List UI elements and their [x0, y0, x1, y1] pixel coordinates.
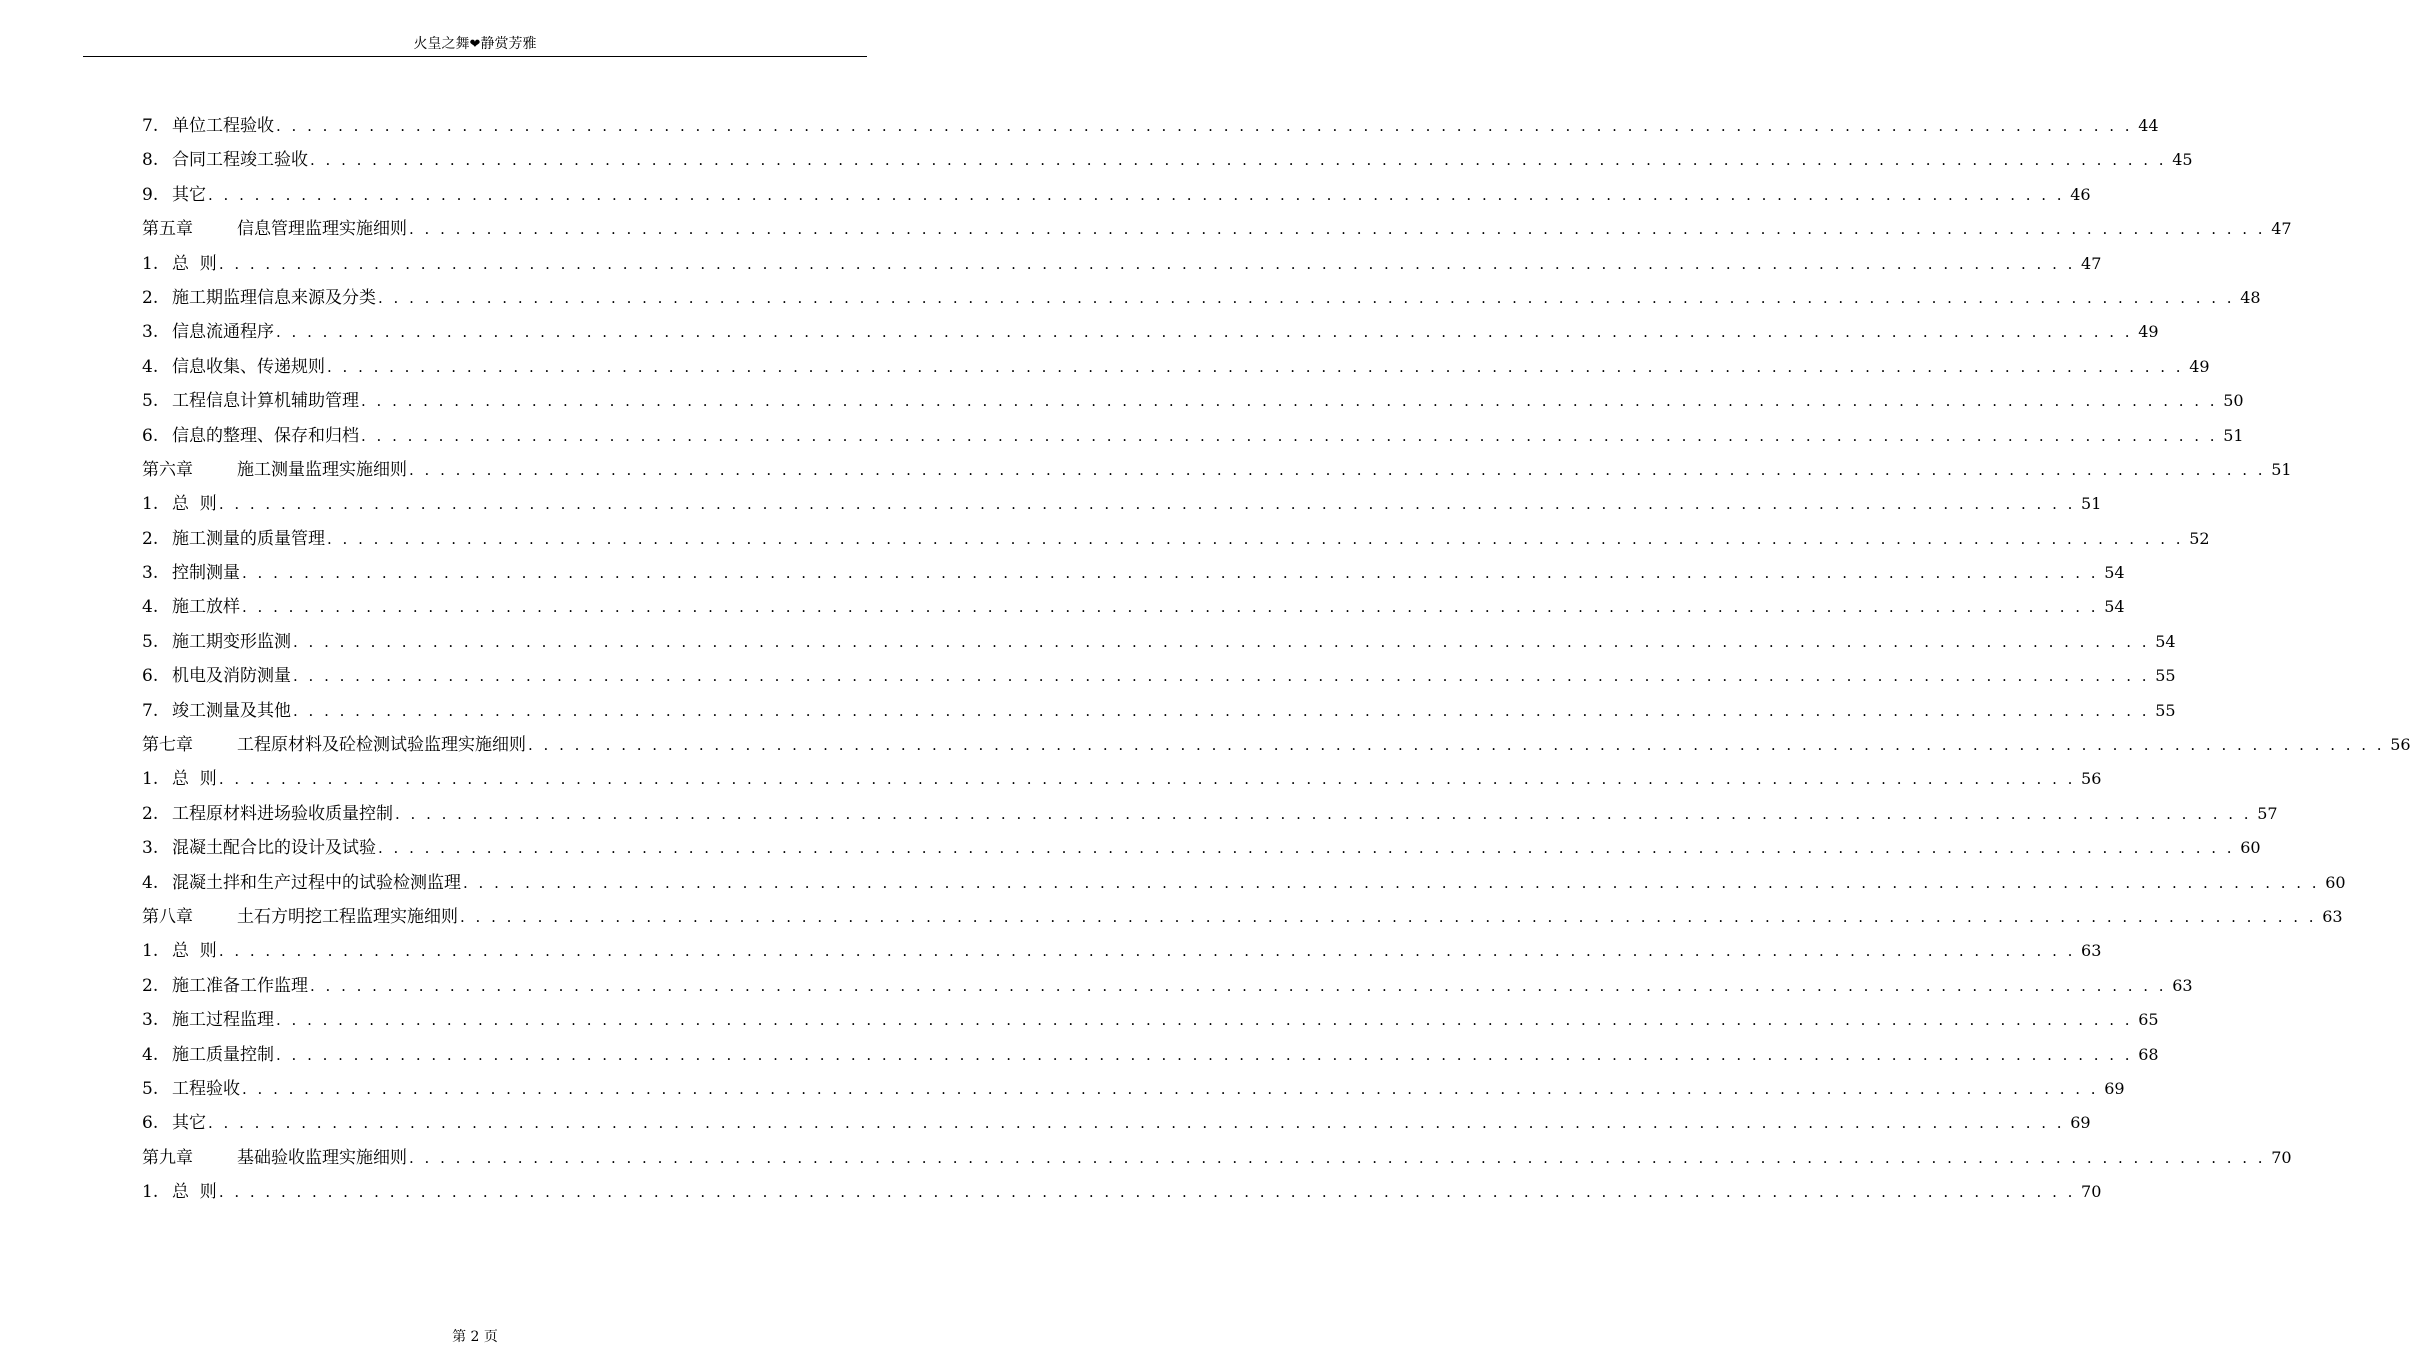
toc-item-number: 4. — [142, 872, 159, 893]
toc-dot-leader: . . . . . . . . . . . . . . . . . . . . . . . . . . . . . . . . . . . . . . . . . . . . . . . . . . . . . . . . . . . . . . . . . . . . . . . . . . . . . . . . . . . . . . . . . . . . . . . . . . . . . . . . . . . . . . . . . . . . . . . . — [361, 392, 2218, 411]
toc-page-number: 57 — [2257, 803, 2278, 823]
toc-page-number: 49 — [2189, 356, 2210, 376]
toc-title: 施工期变形监测 — [172, 631, 291, 652]
toc-dot-leader: . . . . . . . . . . . . . . . . . . . . . . . . . . . . . . . . . . . . . . . . . . . . . . . . . . . . . . . . . . . . . . . . . . . . . . . . . . . . . . . . . . . . . . . . . . . . . . . . . . . . . . . . . . . . . . . . . . . . . . . . — [276, 117, 2133, 135]
toc-chapter-row[interactable] — [142, 728, 2411, 762]
toc-title: 总 则 — [172, 494, 217, 515]
toc-entry-row[interactable] — [142, 487, 2102, 521]
toc-title: 总 则 — [172, 1182, 217, 1203]
toc-label — [142, 762, 217, 796]
toc-label — [142, 900, 458, 934]
toc-chapter-number: 第六章 — [142, 459, 193, 480]
toc-dot-leader: . . . . . . . . . . . . . . . . . . . . . . . . . . . . . . . . . . . . . . . . . . . . . . . . . . . . . . . . . . . . . . . . . . . . . . . . . . . . . . . . . . . . . . . . . . . . . . . . . . . . . . . . . . . . . . . . . . . . . . . . — [528, 736, 2385, 755]
toc-entry-row[interactable] — [142, 281, 2261, 315]
toc-page-number: 49 — [2138, 322, 2159, 342]
toc-item-number: 1. — [142, 769, 159, 790]
toc-label — [142, 522, 325, 556]
toc-entry-row[interactable] — [142, 969, 2193, 1003]
toc-item-number: 6. — [142, 425, 159, 446]
toc-title: 施工测量监理实施细则 — [237, 459, 407, 480]
toc-label — [142, 487, 217, 521]
toc-entry-row[interactable] — [142, 797, 2278, 831]
toc-dot-leader: . . . . . . . . . . . . . . . . . . . . . . . . . . . . . . . . . . . . . . . . . . . . . . . . . . . . . . . . . . . . . . . . . . . . . . . . . . . . . . . . . . . . . . . . . . . . . . . . . . . . . . . . . . . . . . . . . . . . . . . . — [310, 976, 2167, 995]
toc-label — [142, 556, 240, 590]
header-left-text: 火皇之舞 — [413, 36, 470, 52]
toc-entry-row[interactable] — [142, 625, 2176, 659]
toc-page-number: 60 — [2325, 872, 2346, 892]
toc-item-number: 1. — [142, 1182, 159, 1203]
toc-label — [142, 1003, 274, 1037]
toc-entry-row[interactable] — [142, 934, 2102, 968]
toc-item-number: 5. — [142, 391, 159, 412]
toc-item-number: 2. — [142, 528, 159, 549]
toc-label — [142, 281, 376, 315]
toc-dot-leader: . . . . . . . . . . . . . . . . . . . . . . . . . . . . . . . . . . . . . . . . . . . . . . . . . . . . . . . . . . . . . . . . . . . . . . . . . . . . . . . . . . . . . . . . . . . . . . . . . . . . . . . . . . . . . . . . . . . . . . . . — [463, 873, 2320, 892]
toc-title: 施工测量的质量管理 — [172, 528, 325, 549]
toc-page-number: 56 — [2390, 735, 2411, 755]
toc-label — [142, 212, 407, 246]
toc-label — [142, 1141, 407, 1175]
toc-dot-leader: . . . . . . . . . . . . . . . . . . . . . . . . . . . . . . . . . . . . . . . . . . . . . . . . . . . . . . . . . . . . . . . . . . . . . . . . . . . . . . . . . . . . . . . . . . . . . . . . . . . . . . . . . . . . . . . . . . . . . . . . — [242, 1079, 2099, 1098]
toc-chapter-number: 第七章 — [142, 735, 193, 756]
toc-page-number: 44 — [2138, 116, 2159, 135]
toc-label — [142, 1038, 274, 1072]
toc-label — [142, 315, 274, 349]
toc-page-number: 52 — [2189, 528, 2210, 548]
toc-dot-leader: . . . . . . . . . . . . . . . . . . . . . . . . . . . . . . . . . . . . . . . . . . . . . . . . . . . . . . . . . . . . . . . . . . . . . . . . . . . . . . . . . . . . . . . . . . . . . . . . . . . . . . . . . . . . . . . . . . . . . . . . — [218, 254, 2076, 273]
toc-title: 总 则 — [172, 941, 217, 962]
toc-page-number: 63 — [2172, 975, 2193, 995]
toc-dot-leader: . . . . . . . . . . . . . . . . . . . . . . . . . . . . . . . . . . . . . . . . . . . . . . . . . . . . . . . . . . . . . . . . . . . . . . . . . . . . . . . . . . . . . . . . . . . . . . . . . . . . . . . . . . . . . . . . . . . . . . . . — [293, 667, 2150, 686]
toc-item-number: 6. — [142, 666, 159, 687]
toc-item-number: 5. — [142, 631, 159, 652]
toc-title: 工程验收 — [172, 1078, 240, 1099]
toc-chapter-number: 第八章 — [142, 906, 193, 927]
toc-label — [142, 934, 217, 968]
table-of-contents — [142, 109, 2411, 1210]
toc-dot-leader: . . . . . . . . . . . . . . . . . . . . . . . . . . . . . . . . . . . . . . . . . . . . . . . . . . . . . . . . . . . . . . . . . . . . . . . . . . . . . . . . . . . . . . . . . . . . . . . . . . . . . . . . . . . . . . . . . . . . . . . . — [310, 151, 2167, 170]
toc-title: 竣工测量及其他 — [172, 700, 291, 721]
toc-item-number: 1. — [142, 494, 159, 515]
toc-item-number: 3. — [142, 1010, 159, 1031]
header-text — [414, 34, 537, 55]
toc-label — [142, 384, 359, 418]
toc-chapter-row[interactable] — [142, 212, 2292, 246]
toc-page-number: 56 — [2081, 769, 2102, 789]
toc-label — [142, 728, 526, 762]
toc-page-number: 63 — [2081, 941, 2102, 961]
toc-entry-row[interactable] — [142, 419, 2244, 453]
toc-title: 总 则 — [172, 769, 217, 790]
toc-entry-row[interactable] — [142, 109, 2159, 143]
heart-icon: ❤ — [469, 37, 481, 52]
page-number: 第 2 页 — [452, 1329, 498, 1345]
toc-item-number: 4. — [142, 356, 159, 377]
toc-dot-leader: . . . . . . . . . . . . . . . . . . . . . . . . . . . . . . . . . . . . . . . . . . . . . . . . . . . . . . . . . . . . . . . . . . . . . . . . . . . . . . . . . . . . . . . . . . . . . . . . . . . . . . . . . . . . . . . . . . . . . . . . — [293, 632, 2150, 651]
toc-dot-leader: . . . . . . . . . . . . . . . . . . . . . . . . . . . . . . . . . . . . . . . . . . . . . . . . . . . . . . . . . . . . . . . . . . . . . . . . . . . . . . . . . . . . . . . . . . . . . . . . . . . . . . . . . . . . . . . . . . . . . . . . — [395, 804, 2252, 823]
toc-dot-leader: . . . . . . . . . . . . . . . . . . . . . . . . . . . . . . . . . . . . . . . . . . . . . . . . . . . . . . . . . . . . . . . . . . . . . . . . . . . . . . . . . . . . . . . . . . . . . . . . . . . . . . . . . . . . . . . . . . . . . . . . — [208, 185, 2065, 204]
toc-label — [142, 1106, 206, 1140]
toc-page-number: 45 — [2172, 150, 2193, 170]
toc-entry-row[interactable] — [142, 384, 2244, 418]
toc-item-number: 3. — [142, 322, 159, 343]
toc-title: 控制测量 — [172, 563, 240, 584]
toc-entry-row[interactable] — [142, 350, 2210, 384]
toc-title: 信息收集、传递规则 — [172, 356, 325, 377]
toc-item-number: 7. — [142, 700, 159, 721]
toc-chapter-row[interactable] — [142, 900, 2343, 934]
toc-title: 工程原材料进场验收质量控制 — [172, 803, 393, 824]
toc-dot-leader: . . . . . . . . . . . . . . . . . . . . . . . . . . . . . . . . . . . . . . . . . . . . . . . . . . . . . . . . . . . . . . . . . . . . . . . . . . . . . . . . . . . . . . . . . . . . . . . . . . . . . . . . . . . . . . . . . . . . . . . . — [276, 323, 2133, 342]
toc-page-number: 60 — [2240, 838, 2261, 858]
toc-dot-leader: . . . . . . . . . . . . . . . . . . . . . . . . . . . . . . . . . . . . . . . . . . . . . . . . . . . . . . . . . . . . . . . . . . . . . . . . . . . . . . . . . . . . . . . . . . . . . . . . . . . . . . . . . . . . . . . . . . . . . . . . — [327, 357, 2184, 376]
header-right-text: 静赏芳雅 — [480, 36, 537, 52]
toc-chapter-row[interactable] — [142, 453, 2292, 487]
toc-chapter-number: 第九章 — [142, 1147, 193, 1168]
toc-item-number: 2. — [142, 287, 159, 308]
toc-item-number: 5. — [142, 1078, 159, 1099]
toc-entry-row[interactable] — [142, 590, 2125, 624]
toc-label — [142, 143, 308, 177]
toc-entry-row[interactable] — [142, 1003, 2159, 1037]
toc-title: 单位工程验收 — [172, 116, 274, 136]
toc-page-number: 63 — [2322, 906, 2343, 926]
toc-dot-leader: . . . . . . . . . . . . . . . . . . . . . . . . . . . . . . . . . . . . . . . . . . . . . . . . . . . . . . . . . . . . . . . . . . . . . . . . . . . . . . . . . . . . . . . . . . . . . . . . . . . . . . . . . . . . . . . . . . . . . . . . — [293, 701, 2150, 720]
toc-title: 合同工程竣工验收 — [172, 150, 308, 171]
toc-page-number: 51 — [2081, 494, 2102, 514]
toc-page-number: 51 — [2223, 425, 2244, 445]
toc-page-number: 69 — [2070, 1113, 2091, 1133]
toc-page-number: 47 — [2271, 219, 2292, 239]
toc-page-number: 46 — [2070, 184, 2091, 204]
toc-page-number: 68 — [2138, 1044, 2159, 1064]
toc-title: 施工准备工作监理 — [172, 975, 308, 996]
toc-page-number: 51 — [2271, 459, 2292, 479]
toc-item-number: 3. — [142, 563, 159, 584]
toc-page-number: 47 — [2081, 253, 2102, 273]
toc-label — [142, 1175, 217, 1209]
toc-item-number: 1. — [142, 941, 159, 962]
toc-item-number: 9. — [142, 184, 159, 205]
toc-dot-leader: . . . . . . . . . . . . . . . . . . . . . . . . . . . . . . . . . . . . . . . . . . . . . . . . . . . . . . . . . . . . . . . . . . . . . . . . . . . . . . . . . . . . . . . . . . . . . . . . . . . . . . . . . . . . . . . . . . . . . . . . — [276, 1011, 2133, 1030]
toc-label — [142, 590, 240, 624]
toc-page-number: 70 — [2081, 1182, 2102, 1202]
toc-entry-row[interactable] — [142, 1038, 2159, 1072]
toc-entry-row[interactable] — [142, 143, 2193, 177]
toc-title: 信息流通程序 — [172, 322, 274, 343]
toc-page-number: 48 — [2240, 287, 2261, 307]
toc-title: 其它 — [172, 1113, 206, 1134]
toc-dot-leader: . . . . . . . . . . . . . . . . . . . . . . . . . . . . . . . . . . . . . . . . . . . . . . . . . . . . . . . . . . . . . . . . . . . . . . . . . . . . . . . . . . . . . . . . . . . . . . . . . . . . . . . . . . . . . . . . . . . . . . . . — [409, 220, 2266, 239]
page-footer — [0, 1328, 950, 1346]
toc-label — [142, 247, 217, 281]
toc-page-number: 54 — [2155, 631, 2176, 651]
toc-item-number: 2. — [142, 803, 159, 824]
toc-page-number: 70 — [2271, 1147, 2292, 1167]
toc-entry-row[interactable] — [142, 1175, 2102, 1209]
toc-label — [142, 178, 206, 212]
toc-chapter-number: 第五章 — [142, 219, 193, 240]
toc-title: 总 则 — [172, 253, 217, 274]
toc-item-number: 4. — [142, 597, 159, 618]
toc-entry-row[interactable] — [142, 694, 2176, 728]
toc-dot-leader: . . . . . . . . . . . . . . . . . . . . . . . . . . . . . . . . . . . . . . . . . . . . . . . . . . . . . . . . . . . . . . . . . . . . . . . . . . . . . . . . . . . . . . . . . . . . . . . . . . . . . . . . . . . . . . . . . . . . . . . . — [378, 839, 2235, 858]
toc-page-number: 69 — [2104, 1078, 2125, 1098]
toc-dot-leader: . . . . . . . . . . . . . . . . . . . . . . . . . . . . . . . . . . . . . . . . . . . . . . . . . . . . . . . . . . . . . . . . . . . . . . . . . . . . . . . . . . . . . . . . . . . . . . . . . . . . . . . . . . . . . . . . . . . . . . . . — [242, 598, 2099, 617]
toc-dot-leader: . . . . . . . . . . . . . . . . . . . . . . . . . . . . . . . . . . . . . . . . . . . . . . . . . . . . . . . . . . . . . . . . . . . . . . . . . . . . . . . . . . . . . . . . . . . . . . . . . . . . . . . . . . . . . . . . . . . . . . . . — [361, 426, 2218, 445]
toc-label — [142, 797, 393, 831]
toc-title: 施工放样 — [172, 597, 240, 618]
toc-entry-row[interactable] — [142, 866, 2346, 900]
toc-label — [142, 694, 291, 728]
toc-entry-row[interactable] — [142, 1072, 2125, 1106]
toc-dot-leader: . . . . . . . . . . . . . . . . . . . . . . . . . . . . . . . . . . . . . . . . . . . . . . . . . . . . . . . . . . . . . . . . . . . . . . . . . . . . . . . . . . . . . . . . . . . . . . . . . . . . . . . . . . . . . . . . . . . . . . . . — [208, 1114, 2065, 1133]
toc-page-number: 54 — [2104, 597, 2125, 617]
toc-title: 信息的整理、保存和归档 — [172, 425, 359, 446]
toc-dot-leader: . . . . . . . . . . . . . . . . . . . . . . . . . . . . . . . . . . . . . . . . . . . . . . . . . . . . . . . . . . . . . . . . . . . . . . . . . . . . . . . . . . . . . . . . . . . . . . . . . . . . . . . . . . . . . . . . . . . . . . . . — [460, 907, 2317, 926]
toc-label — [142, 866, 461, 900]
toc-title: 混凝土配合比的设计及试验 — [172, 838, 376, 859]
toc-entry-row[interactable] — [142, 831, 2261, 865]
toc-item-number: 2. — [142, 975, 159, 996]
toc-page-number: 65 — [2138, 1010, 2159, 1030]
toc-dot-leader: . . . . . . . . . . . . . . . . . . . . . . . . . . . . . . . . . . . . . . . . . . . . . . . . . . . . . . . . . . . . . . . . . . . . . . . . . . . . . . . . . . . . . . . . . . . . . . . . . . . . . . . . . . . . . . . . . . . . . . . . — [218, 495, 2076, 514]
toc-title: 施工期监理信息来源及分类 — [172, 287, 376, 308]
toc-entry-row[interactable] — [142, 1106, 2091, 1140]
toc-entry-row[interactable] — [142, 659, 2176, 693]
toc-dot-leader: . . . . . . . . . . . . . . . . . . . . . . . . . . . . . . . . . . . . . . . . . . . . . . . . . . . . . . . . . . . . . . . . . . . . . . . . . . . . . . . . . . . . . . . . . . . . . . . . . . . . . . . . . . . . . . . . . . . . . . . . — [409, 460, 2266, 479]
toc-page-number: 50 — [2223, 391, 2244, 411]
toc-dot-leader: . . . . . . . . . . . . . . . . . . . . . . . . . . . . . . . . . . . . . . . . . . . . . . . . . . . . . . . . . . . . . . . . . . . . . . . . . . . . . . . . . . . . . . . . . . . . . . . . . . . . . . . . . . . . . . . . . . . . . . . . — [276, 1045, 2133, 1064]
toc-entry-row[interactable] — [142, 178, 2091, 212]
toc-item-number: 1. — [142, 253, 159, 274]
toc-label — [142, 659, 291, 693]
toc-label — [142, 453, 407, 487]
toc-item-number: 6. — [142, 1113, 159, 1134]
toc-title: 基础验收监理实施细则 — [237, 1147, 407, 1168]
toc-item-number: 7. — [142, 116, 159, 136]
toc-entry-row[interactable] — [142, 556, 2125, 590]
toc-page-number: 55 — [2155, 666, 2176, 686]
toc-title: 土石方明挖工程监理实施细则 — [237, 906, 458, 927]
toc-item-number: 8. — [142, 150, 159, 171]
toc-title: 施工过程监理 — [172, 1010, 274, 1031]
toc-entry-row[interactable] — [142, 315, 2159, 349]
toc-title: 工程信息计算机辅助管理 — [172, 391, 359, 412]
toc-dot-leader: . . . . . . . . . . . . . . . . . . . . . . . . . . . . . . . . . . . . . . . . . . . . . . . . . . . . . . . . . . . . . . . . . . . . . . . . . . . . . . . . . . . . . . . . . . . . . . . . . . . . . . . . . . . . . . . . . . . . . . . . — [218, 770, 2076, 789]
toc-entry-row[interactable] — [142, 247, 2102, 281]
toc-title: 其它 — [172, 184, 206, 205]
toc-dot-leader: . . . . . . . . . . . . . . . . . . . . . . . . . . . . . . . . . . . . . . . . . . . . . . . . . . . . . . . . . . . . . . . . . . . . . . . . . . . . . . . . . . . . . . . . . . . . . . . . . . . . . . . . . . . . . . . . . . . . . . . . — [327, 529, 2184, 548]
toc-chapter-row[interactable] — [142, 1141, 2292, 1175]
toc-dot-leader: . . . . . . . . . . . . . . . . . . . . . . . . . . . . . . . . . . . . . . . . . . . . . . . . . . . . . . . . . . . . . . . . . . . . . . . . . . . . . . . . . . . . . . . . . . . . . . . . . . . . . . . . . . . . . . . . . . . . . . . . — [378, 288, 2235, 307]
toc-dot-leader: . . . . . . . . . . . . . . . . . . . . . . . . . . . . . . . . . . . . . . . . . . . . . . . . . . . . . . . . . . . . . . . . . . . . . . . . . . . . . . . . . . . . . . . . . . . . . . . . . . . . . . . . . . . . . . . . . . . . . . . . — [409, 1148, 2266, 1167]
toc-entry-row[interactable] — [142, 522, 2210, 556]
page-header — [83, 30, 867, 57]
toc-title: 工程原材料及砼检测试验监理实施细则 — [237, 735, 526, 756]
toc-dot-leader: . . . . . . . . . . . . . . . . . . . . . . . . . . . . . . . . . . . . . . . . . . . . . . . . . . . . . . . . . . . . . . . . . . . . . . . . . . . . . . . . . . . . . . . . . . . . . . . . . . . . . . . . . . . . . . . . . . . . . . . . — [242, 564, 2099, 583]
toc-dot-leader: . . . . . . . . . . . . . . . . . . . . . . . . . . . . . . . . . . . . . . . . . . . . . . . . . . . . . . . . . . . . . . . . . . . . . . . . . . . . . . . . . . . . . . . . . . . . . . . . . . . . . . . . . . . . . . . . . . . . . . . . — [218, 942, 2076, 961]
toc-label — [142, 1072, 240, 1106]
toc-label — [142, 419, 359, 453]
toc-item-number: 3. — [142, 838, 159, 859]
toc-page-number: 55 — [2155, 700, 2176, 720]
toc-title: 机电及消防测量 — [172, 666, 291, 687]
toc-label — [142, 969, 308, 1003]
toc-page-number: 54 — [2104, 563, 2125, 583]
toc-label — [142, 625, 291, 659]
toc-label — [142, 831, 376, 865]
toc-entry-row[interactable] — [142, 762, 2102, 796]
toc-item-number: 4. — [142, 1044, 159, 1065]
toc-title: 信息管理监理实施细则 — [237, 219, 407, 240]
toc-label — [142, 350, 325, 384]
toc-title: 混凝土拌和生产过程中的试验检测监理 — [172, 872, 461, 893]
toc-label — [142, 109, 274, 143]
toc-title: 施工质量控制 — [172, 1044, 274, 1065]
toc-dot-leader: . . . . . . . . . . . . . . . . . . . . . . . . . . . . . . . . . . . . . . . . . . . . . . . . . . . . . . . . . . . . . . . . . . . . . . . . . . . . . . . . . . . . . . . . . . . . . . . . . . . . . . . . . . . . . . . . . . . . . . . . — [218, 1183, 2076, 1202]
